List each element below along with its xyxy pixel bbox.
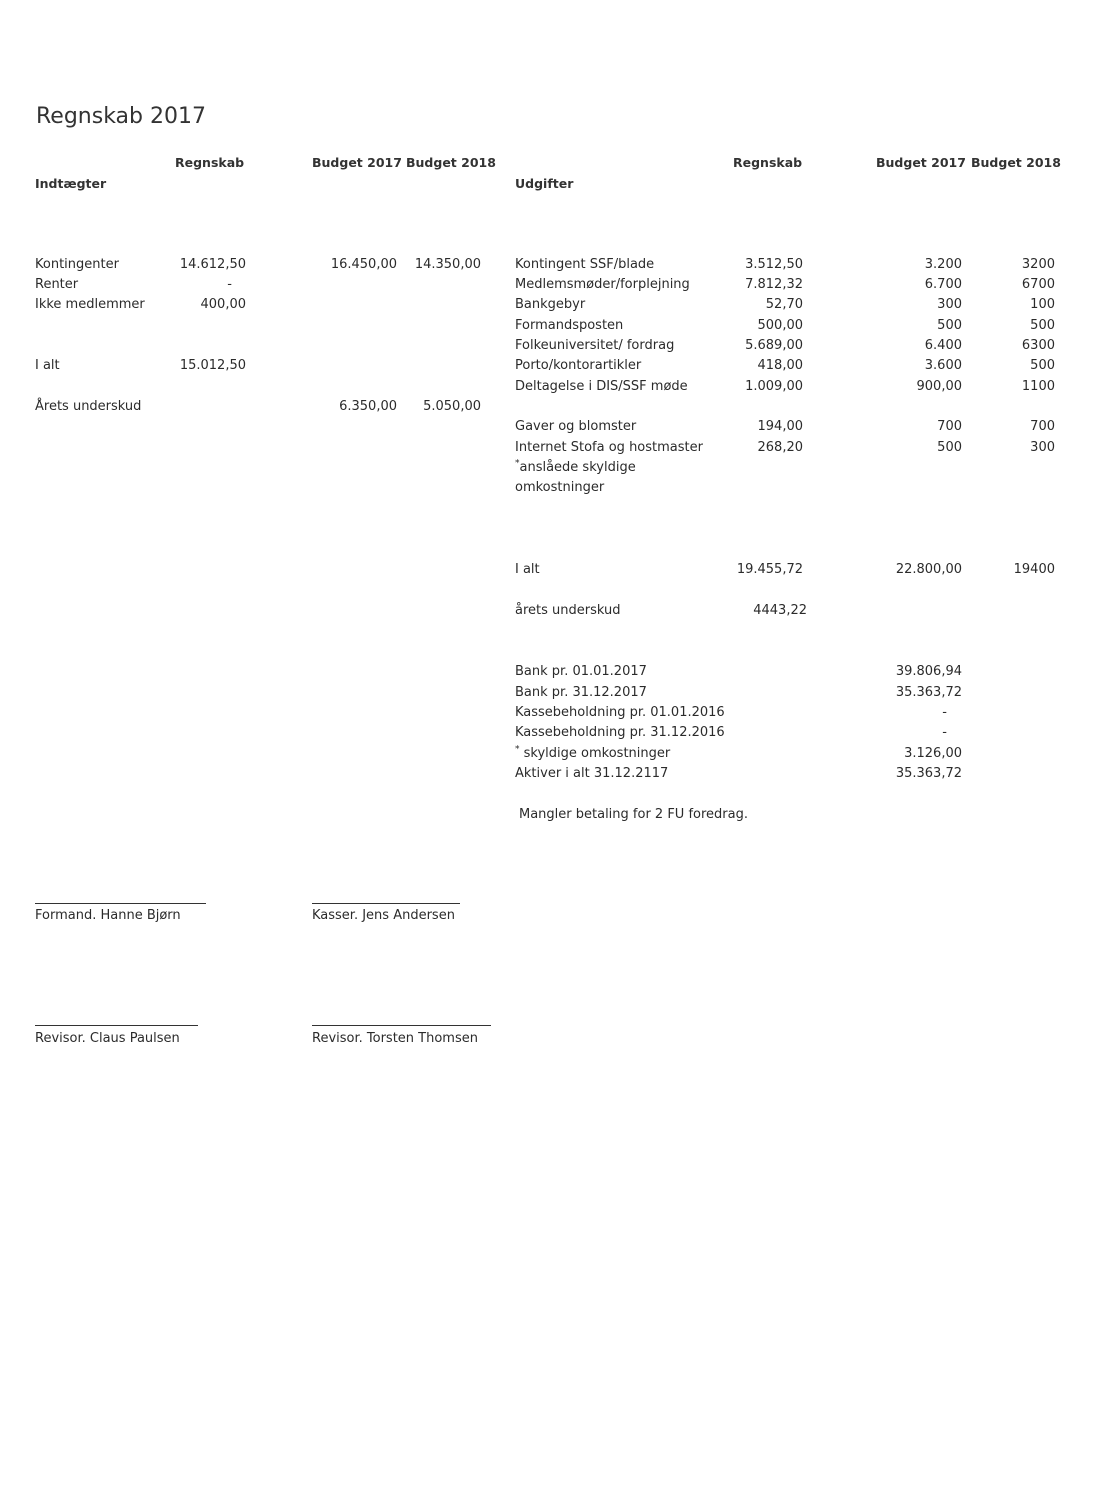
expense-header-budget-2018: Budget 2018 xyxy=(971,155,1061,170)
expense-row-label: Medlemsmøder/forplejning xyxy=(515,277,690,292)
signature-line xyxy=(312,1025,491,1026)
signature-line xyxy=(35,903,206,904)
balance-row-label: Bank pr. 31.12.2017 xyxy=(515,685,647,700)
balance-row-label: Kassebeholdning pr. 01.01.2016 xyxy=(515,705,725,720)
expense-row-budget-2017: 3.200 xyxy=(924,257,962,272)
income-row-regnskab: 14.612,50 xyxy=(179,257,246,272)
balance-note: Mangler betaling for 2 FU foredrag. xyxy=(519,807,748,822)
balance-row-value: 35.363,72 xyxy=(895,685,962,700)
income-row-regnskab: - xyxy=(227,277,232,292)
expense-row-budget-2018: 1100 xyxy=(1021,379,1055,394)
income-total-regnskab: 15.012,50 xyxy=(179,358,246,373)
expense-deficit-label: årets underskud xyxy=(515,603,621,618)
balance-row-value: 3.126,00 xyxy=(904,746,962,761)
income-row-label: Renter xyxy=(35,277,79,292)
expense-row-label: Internet Stofa og hostmaster xyxy=(515,440,703,455)
expense-row-budget-2017: 3.600 xyxy=(924,358,962,373)
expense-row-label: Porto/kontorartikler xyxy=(515,358,642,373)
expense-row-label: Deltagelse i DIS/SSF møde xyxy=(515,379,688,394)
expense-row-budget-2018: 500 xyxy=(1030,358,1055,373)
expense-row-budget-2017: 500 xyxy=(937,440,962,455)
expense-note xyxy=(515,460,636,476)
balance-row-value: - xyxy=(942,705,947,720)
expense-row-label: Gaver og blomster xyxy=(515,419,637,434)
signature-label: Formand. Hanne Bjørn xyxy=(35,908,181,923)
expense-row-budget-2018: 6300 xyxy=(1021,338,1055,353)
expense-row-budget-2017: 500 xyxy=(937,318,962,333)
expense-row-budget-2017: 300 xyxy=(937,297,962,312)
expense-note-line1: anslåede skyldige xyxy=(519,460,636,475)
expense-total-regnskab: 19.455,72 xyxy=(736,562,803,577)
expense-row-budget-2018: 100 xyxy=(1030,297,1055,312)
expense-section-label: Udgifter xyxy=(515,176,574,191)
expense-row-regnskab: 5.689,00 xyxy=(745,338,803,353)
income-header-budget-2018: Budget 2018 xyxy=(406,155,496,170)
signature-label: Revisor. Torsten Thomsen xyxy=(312,1031,478,1046)
income-row-regnskab: 400,00 xyxy=(200,297,246,312)
expense-row-regnskab: 500,00 xyxy=(757,318,803,333)
signature-line xyxy=(312,903,460,904)
expense-row-budget-2017: 6.400 xyxy=(924,338,962,353)
expense-total-label: I alt xyxy=(515,562,540,577)
expense-row-regnskab: 194,00 xyxy=(757,419,803,434)
expense-row-regnskab: 1.009,00 xyxy=(745,379,803,394)
balance-row-label-with-marker xyxy=(515,746,670,762)
signature-label: Revisor. Claus Paulsen xyxy=(35,1031,180,1046)
expense-header-regnskab: Regnskab xyxy=(733,155,803,170)
balance-row-label: Bank pr. 01.01.2017 xyxy=(515,664,647,679)
income-section-label: Indtægter xyxy=(35,176,107,191)
expense-row-budget-2017: 900,00 xyxy=(916,379,962,394)
expense-row-regnskab: 268,20 xyxy=(757,440,803,455)
balance-row-label: Kassebeholdning pr. 31.12.2016 xyxy=(515,725,725,740)
income-row-label: Kontingenter xyxy=(35,257,119,272)
balance-row-label: skyldige omkostninger xyxy=(523,746,671,761)
expense-row-budget-2018: 6700 xyxy=(1021,277,1055,292)
income-header-budget-2017: Budget 2017 xyxy=(312,155,402,170)
expense-row-regnskab: 52,70 xyxy=(765,297,803,312)
footnote-marker: * xyxy=(515,458,520,469)
expense-row-regnskab: 418,00 xyxy=(757,358,803,373)
expense-row-regnskab: 3.512,50 xyxy=(745,257,803,272)
income-deficit-budget-2017: 6.350,00 xyxy=(339,399,397,414)
income-row-budget-2018: 14.350,00 xyxy=(414,257,481,272)
expense-row-budget-2018: 500 xyxy=(1030,318,1055,333)
income-row-label: Ikke medlemmer xyxy=(35,297,145,312)
expense-deficit-regnskab: 4443,22 xyxy=(753,603,807,618)
signature-label: Kasser. Jens Andersen xyxy=(312,908,455,923)
income-deficit-budget-2018: 5.050,00 xyxy=(423,399,481,414)
expense-row-budget-2018: 3200 xyxy=(1021,257,1055,272)
footnote-marker: * xyxy=(515,744,520,755)
balance-row-value: 39.806,94 xyxy=(895,664,962,679)
signature-line xyxy=(35,1025,198,1026)
expense-row-regnskab: 7.812,32 xyxy=(745,277,803,292)
expense-row-budget-2018: 700 xyxy=(1030,419,1055,434)
balance-row-value: 35.363,72 xyxy=(895,766,962,781)
income-total-label: I alt xyxy=(35,358,60,373)
expense-total-budget-2017: 22.800,00 xyxy=(895,562,962,577)
expense-row-label: Kontingent SSF/blade xyxy=(515,257,655,272)
expense-row-label: Bankgebyr xyxy=(515,297,586,312)
expense-row-label: Folkeuniversitet/ fordrag xyxy=(515,338,675,353)
expense-row-budget-2017: 700 xyxy=(937,419,962,434)
expense-note-line2: omkostninger xyxy=(515,480,605,495)
balance-row-value: - xyxy=(942,725,947,740)
expense-total-budget-2018: 19400 xyxy=(1013,562,1055,577)
balance-row-label: Aktiver i alt 31.12.2117 xyxy=(515,766,669,781)
expense-header-budget-2017: Budget 2017 xyxy=(876,155,966,170)
income-header-regnskab: Regnskab xyxy=(175,155,245,170)
income-deficit-label: Årets underskud xyxy=(35,399,142,414)
expense-row-budget-2017: 6.700 xyxy=(924,277,962,292)
page-title: Regnskab 2017 xyxy=(36,104,206,129)
expense-row-budget-2018: 300 xyxy=(1030,440,1055,455)
expense-row-label: Formandsposten xyxy=(515,318,624,333)
income-row-budget-2017: 16.450,00 xyxy=(330,257,397,272)
